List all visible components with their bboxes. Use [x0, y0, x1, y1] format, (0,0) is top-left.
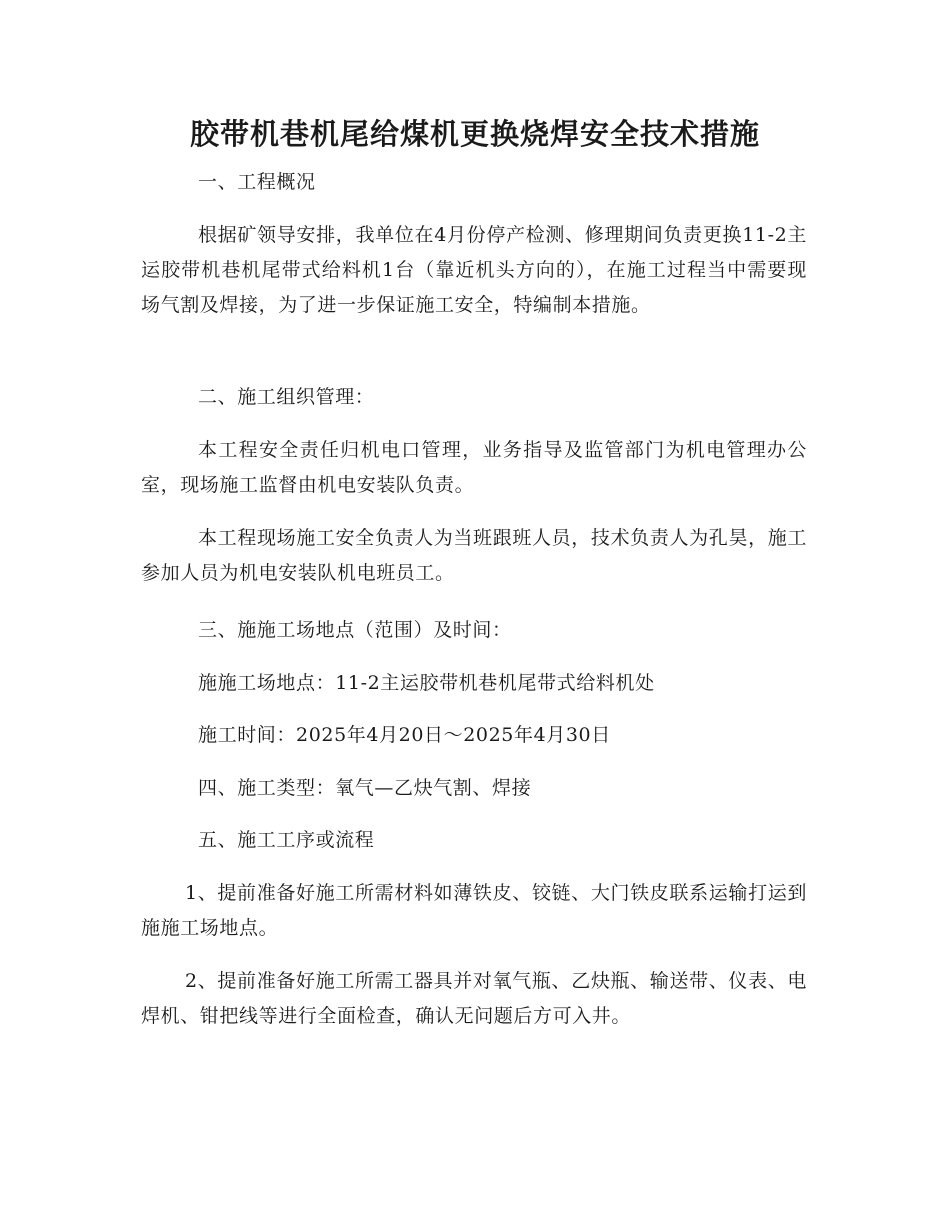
paragraph-location: 施施工场地点：11-2主运胶带机巷机尾带式给料机处	[198, 672, 655, 694]
paragraph-personnel: 本工程现场施工安全负责人为当班跟班人员，技术负责人为孔昊，施工参加人员为机电安装队机电班员工。	[141, 527, 807, 584]
paragraph-management: 本工程安全责任归机电口管理，业务指导及监管部门为机电管理办公室，现场施工监督由机电安装队负责。	[141, 439, 807, 496]
paragraph-project-overview: 根据矿领导安排，我单位在4月份停产检测、修理期间负责更换11-2主运胶带机巷机尾带式给料机1台（靠近机头方向的），在施工过程当中需要现场气割及焊接，为了进一步保证施工安全，特编制本措施。	[141, 224, 807, 316]
section-heading-3: 三、施施工场地点（范围）及时间：	[198, 619, 512, 641]
section-heading-4: 四、施工类型：氧气—乙炔气割、焊接	[198, 777, 532, 799]
section-heading-5: 五、施工工序或流程	[198, 829, 375, 851]
paragraph-step-1: 1、提前准备好施工所需材料如薄铁皮、铰链、大门铁皮联系运输打运到施施工场地点。	[141, 882, 807, 939]
document-title: 胶带机巷机尾给煤机更换烧焊安全技术措施	[189, 117, 760, 151]
section-heading-1: 一、工程概况	[198, 171, 316, 193]
paragraph-time: 施工时间：2025年4月20日～2025年4月30日	[198, 724, 611, 746]
section-heading-2: 二、施工组织管理：	[198, 386, 375, 408]
paragraph-step-2: 2、提前准备好施工所需工器具并对氧气瓶、乙炔瓶、输送带、仪表、电焊机、钳把线等进行全面检查，确认无问题后方可入井。	[141, 970, 807, 1027]
